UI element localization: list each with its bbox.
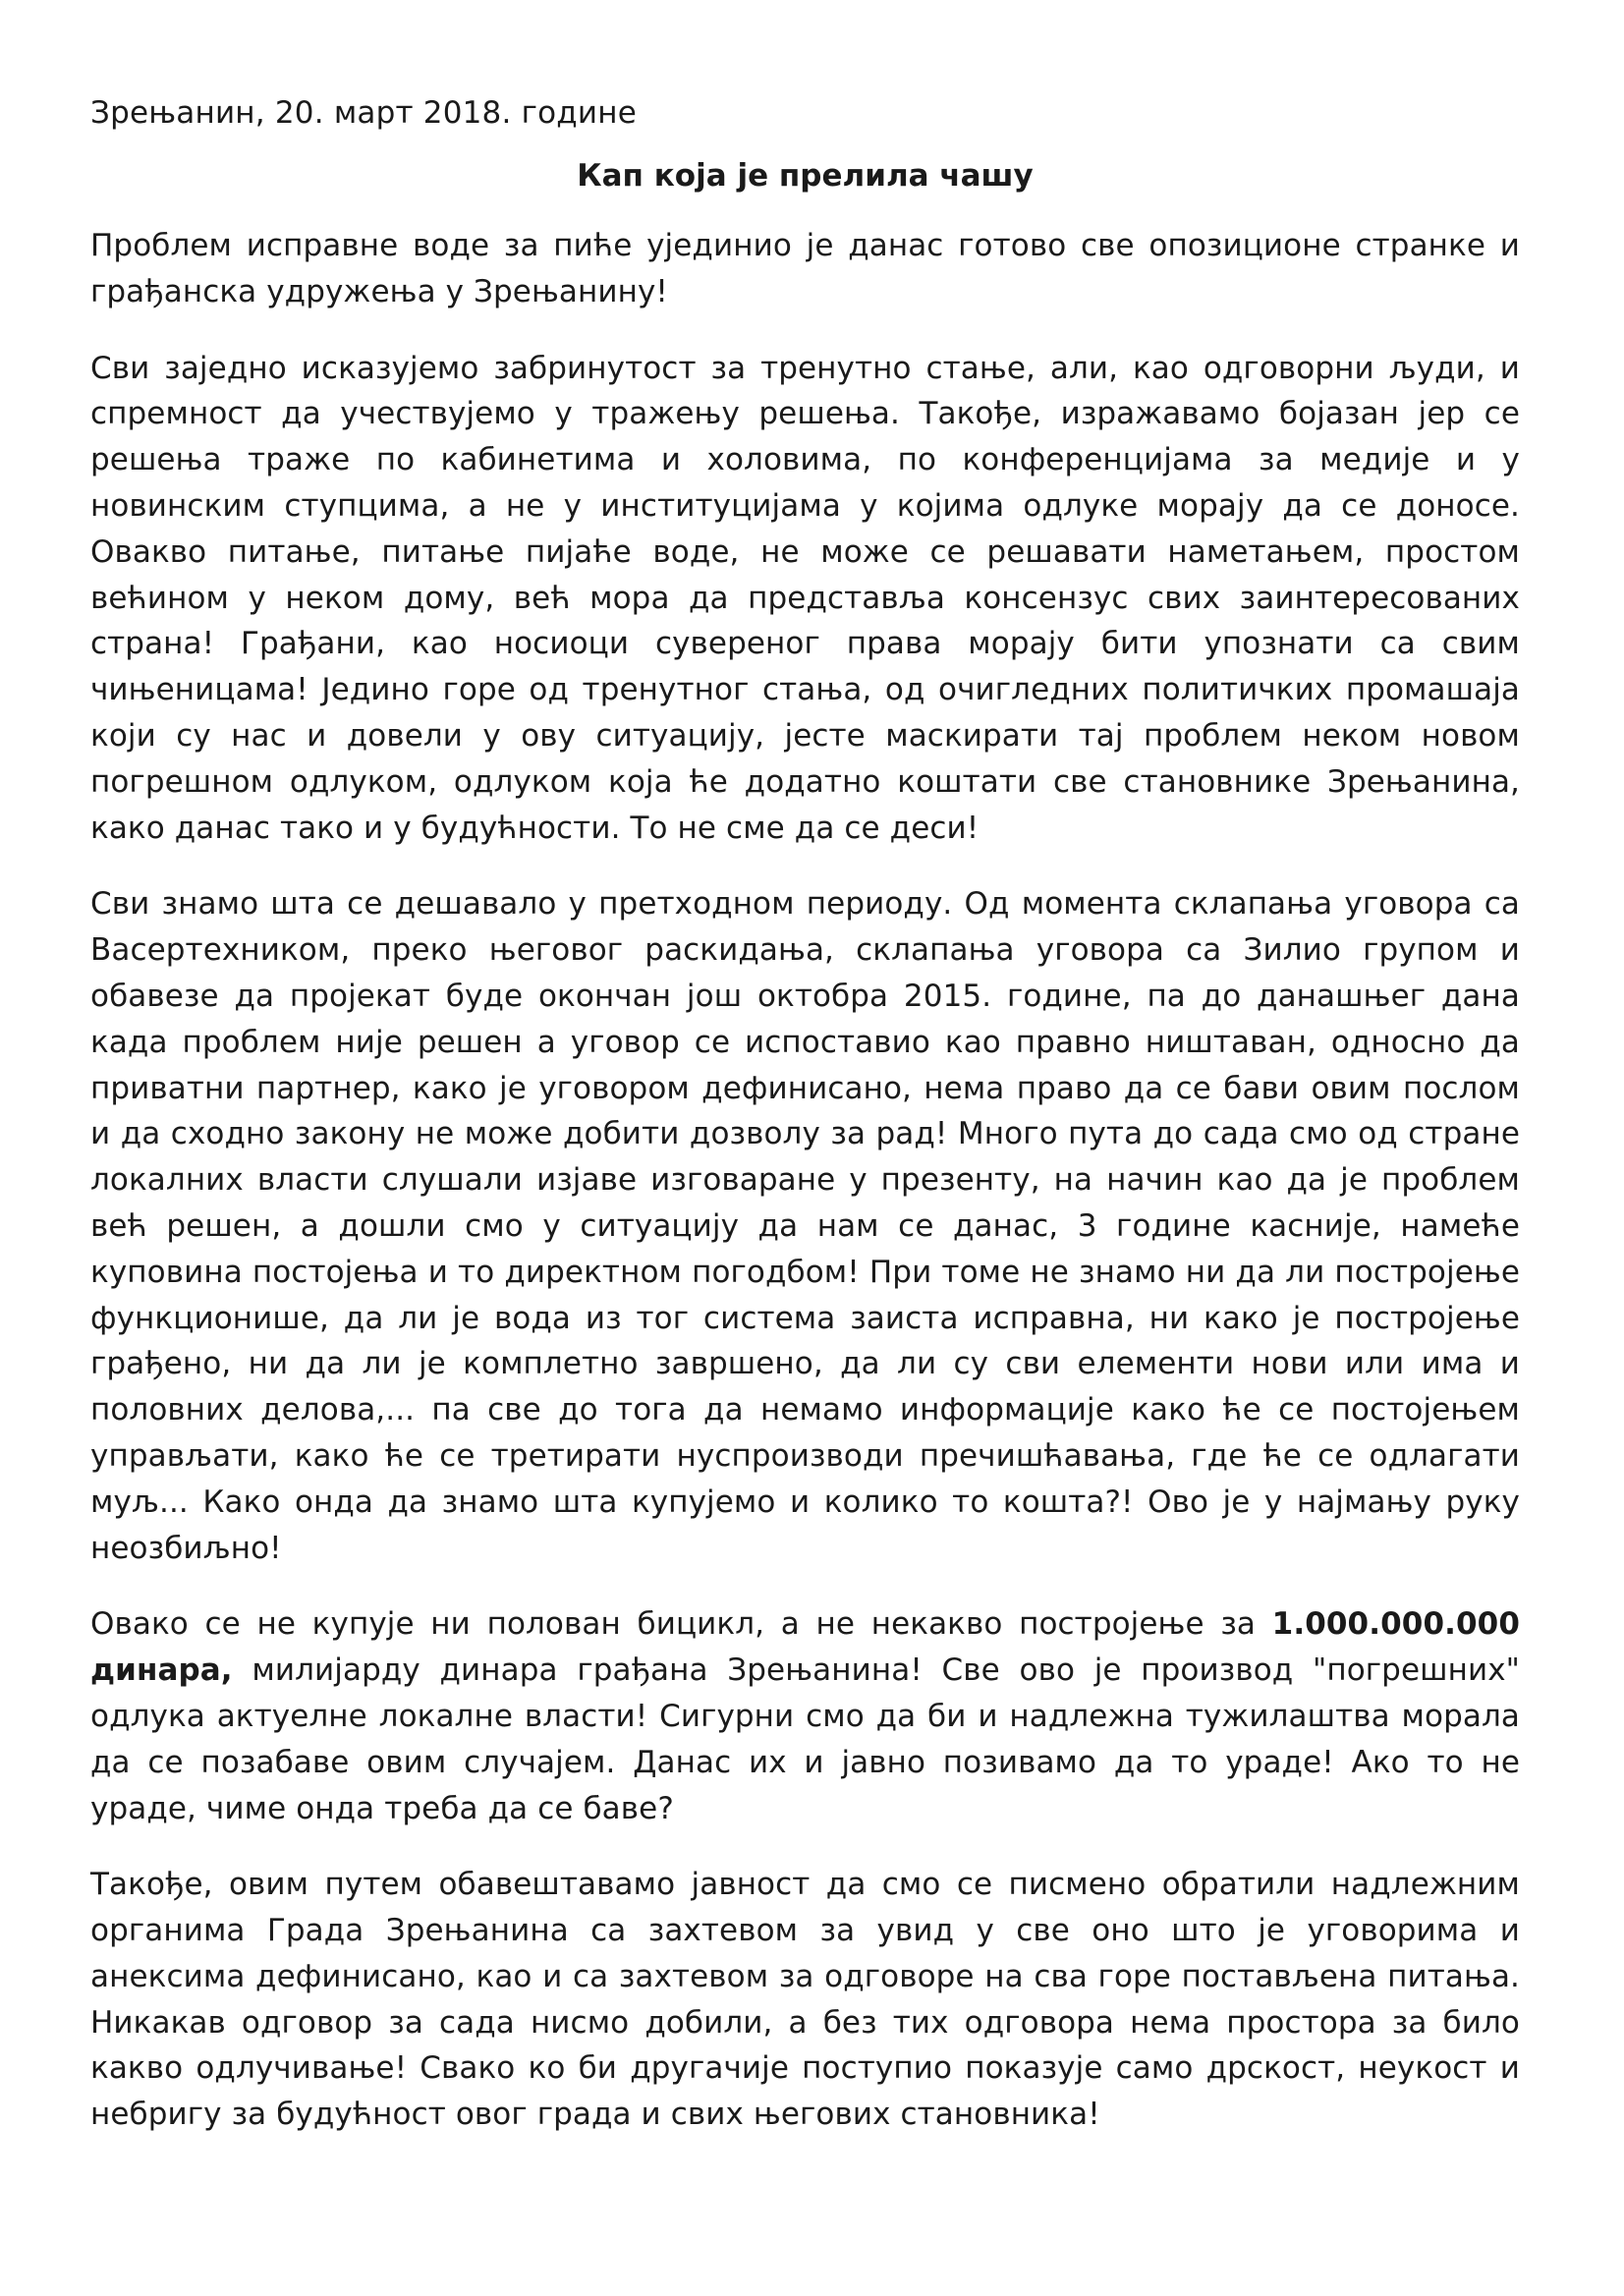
paragraph-price <box>90 1601 1520 1831</box>
price-text-before: Овако се не купује ни полован бицикл, а не некакво постројење за <box>90 1606 1272 1643</box>
paragraph-concern: Сви заједно исказујемо забринутост за тренутно стање, али, као одговорни људи, и спремност да учествујемо у тражењу решења. Такође, изражавамо бојазан јер се решења траже по кабинетима и холовима, по конференцијама за медије и у новинским ступцима, а не у институцијама у којима одлуке морају да се доносе. Овакво питање, питање пијаће воде, не може се решавати наметањем, простом већином у неком дому, већ мора да представља консензус свих заинтересованих страна! Грађани, као носиоци сувереног права морају бити упознати са свим чињеницама! Једино горе од тренутног стања, од очигледних политичких промашаја који су нас и довели у ову ситуацију, јесте маскирати тај проблем неком новом погрешном одлуком, одлуком која ће додатно коштати све становнике Зрењанина, како данас тако и у будућности. То не сме да се деси! <box>90 350 1520 846</box>
document-title: Кап која је прелила чашу <box>577 158 1034 194</box>
paragraph-closing: Такође, овим путем обавештавамо јавност да смо се писмено обратили надлежним органима Града Зрењанина са захтевом за увид у све оно што је уговорима и анексима дефинисано, као и са захтевом за одговоре на сва горе постављена питања. Никакав одговор за сада нисмо добили, а без тих одговора нема простора за било какво одлучивање! Свако ко би другачије поступио показује само дрскост, неукост и небригу за будућност овог града и свих његових становника! <box>90 1867 1520 2133</box>
paragraph-history: Сви знамо шта се дешавало у претходном периоду. Од момента склапања уговора са Васертехником, преко његовог раскидања, склапања уговора са Зилио групом и обавезе да пројекат буде окончан још октобра 2015. године, па до данашњег дана када проблем није решен а уговор се испоставио као правно ништаван, односно да приватни партнер, како је уговором дефинисано, нема право да се бави овим послом и да сходно закону не може добити дозволу за рад! Много пута до сада смо од стране локалних власти слушали изјаве изговаране у презенту, на начин као да је проблем већ решен, а дошли смо у ситуацију да нам се данас, 3 године касније, намеће куповина постојења и то директном погодбом! При томе не знамо ни да ли постројење функционише, да ли је вода из тог система заиста исправна, ни како је постројење грађено, ни да ли је комплетно завршено, да ли су сви елементи нови или има и половних делова,... па све до тога да немамо информације како ће се постојењем управљати, како ће се третирати нуспроизводи пречишћавања, где ће се одлагати муљ... Како онда да знамо шта купујемо и колико то кошта?! Ово је у најмању руку неозбиљно! <box>90 886 1520 1566</box>
paragraph-intro: Проблем исправне воде за пиће ујединио је данас готово све опозиционе странке и грађанска удружења у Зрењанину! <box>90 228 1520 309</box>
price-amount: 1.000.000.000 динара, <box>90 1606 1520 1689</box>
document-body <box>90 90 1520 2168</box>
dateline: Зрењанин, 20. март 2018. године <box>90 95 637 131</box>
price-text-after: милијарду динара грађана Зрењанина! Све ово је производ "погрешних" одлука актуелне локалне власти! Сигурни смо да би и надлежна тужилаштва морала да се позабаве овим случајем. Данас их и јавно позивамо да то ураде! Ако то не ураде, чиме онда треба да се баве? <box>90 1652 1520 1826</box>
